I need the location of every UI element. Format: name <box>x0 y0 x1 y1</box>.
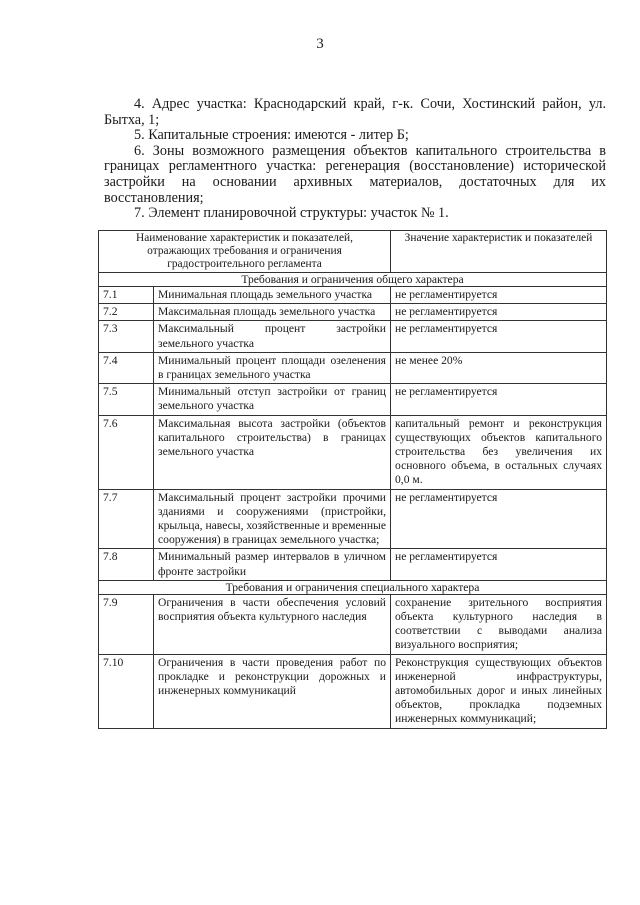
row-value: сохранение зрительного восприятия объекта культурного наследия в соответствии с выводами анализа визуального восприятия; <box>391 594 607 654</box>
table-row <box>99 415 607 489</box>
row-characteristic: Минимальный отступ застройки от границ земельного участка <box>154 384 391 415</box>
table-row <box>99 594 607 654</box>
section-title-special: Требования и ограничения специального характера <box>99 580 607 594</box>
section-row-special <box>99 580 607 594</box>
row-number: 7.3 <box>99 321 154 352</box>
intro-item-buildings: 5. Капитальные строения: имеются - литер Б; <box>134 127 409 144</box>
row-value: не регламентируется <box>391 321 607 352</box>
table-row <box>99 489 607 549</box>
row-value: Реконструкция существующих объектов инженерной инфраструктуры, автомобильных дорог и иных линейных объектов, прокладка подземных инженерных коммуникаций; <box>391 654 607 728</box>
intro-item-structure: 7. Элемент планировочной структуры: участок № 1. <box>134 205 449 222</box>
row-characteristic: Максимальный процент застройки земельного участка <box>154 321 391 352</box>
section-row-general <box>99 273 607 287</box>
table-row <box>99 287 607 304</box>
intro-item-address: 4. Адрес участка: Краснодарский край, г-к. Сочи, Хостинский район, ул. Бытха, 1; <box>104 96 606 128</box>
row-value: не регламентируется <box>391 549 607 580</box>
row-characteristic: Минимальный процент площади озеленения в границах земельного участка <box>154 352 391 383</box>
row-characteristic: Ограничения в части обеспечения условий восприятия объекта культурного наследия <box>154 594 391 654</box>
section-title-general: Требования и ограничения общего характера <box>99 273 607 287</box>
row-characteristic: Максимальная высота застройки (объектов капитального строительства) в границах земельного участка <box>154 415 391 489</box>
row-value: не регламентируется <box>391 384 607 415</box>
row-number: 7.4 <box>99 352 154 383</box>
row-number: 7.1 <box>99 287 154 304</box>
row-value: капитальный ремонт и реконструкция существующих объектов капитального строительства без увеличения их основного объема, в остальных случаях 0,0 м. <box>391 415 607 489</box>
intro-item-zones: 6. Зоны возможного размещения объектов капитального строительства в границах регламентного участка: регенерация (восстановление) исторической застройки на основании архивных материалов, достаточных для их восстановления; <box>104 142 606 206</box>
table-row <box>99 352 607 383</box>
row-characteristic: Максимальная площадь земельного участка <box>154 304 391 321</box>
page-number: 3 <box>316 36 324 52</box>
table-row <box>99 384 607 415</box>
table-header-row <box>99 231 607 273</box>
header-characteristics: Наименование характеристик и показателей, отражающих требования и ограничения градостроительного регламента <box>99 231 391 273</box>
row-value: не регламентируется <box>391 489 607 549</box>
row-number: 7.10 <box>99 654 154 728</box>
table-row <box>99 549 607 580</box>
row-value: не регламентируется <box>391 304 607 321</box>
table-row <box>99 304 607 321</box>
row-value: не менее 20% <box>391 352 607 383</box>
row-characteristic: Максимальный процент застройки прочими зданиями и сооружениями (пристройки, крыльца, навесы, хозяйственные и временные сооружения) в границах земельного участка; <box>154 489 391 549</box>
row-number: 7.2 <box>99 304 154 321</box>
row-number: 7.6 <box>99 415 154 489</box>
row-number: 7.7 <box>99 489 154 549</box>
general-rows <box>99 287 607 581</box>
table-row <box>99 321 607 352</box>
requirements-table <box>98 230 607 729</box>
row-characteristic: Ограничения в части проведения работ по прокладке и реконструкции дорожных и инженерных коммуникаций <box>154 654 391 728</box>
intro-text <box>104 97 606 222</box>
row-characteristic: Минимальный размер интервалов в уличном фронте застройки <box>154 549 391 580</box>
row-characteristic: Минимальная площадь земельного участка <box>154 287 391 304</box>
row-value: не регламентируется <box>391 287 607 304</box>
table-row <box>99 654 607 728</box>
row-number: 7.9 <box>99 594 154 654</box>
row-number: 7.5 <box>99 384 154 415</box>
row-number: 7.8 <box>99 549 154 580</box>
special-rows <box>99 594 607 728</box>
header-values: Значение характеристик и показателей <box>391 231 607 273</box>
